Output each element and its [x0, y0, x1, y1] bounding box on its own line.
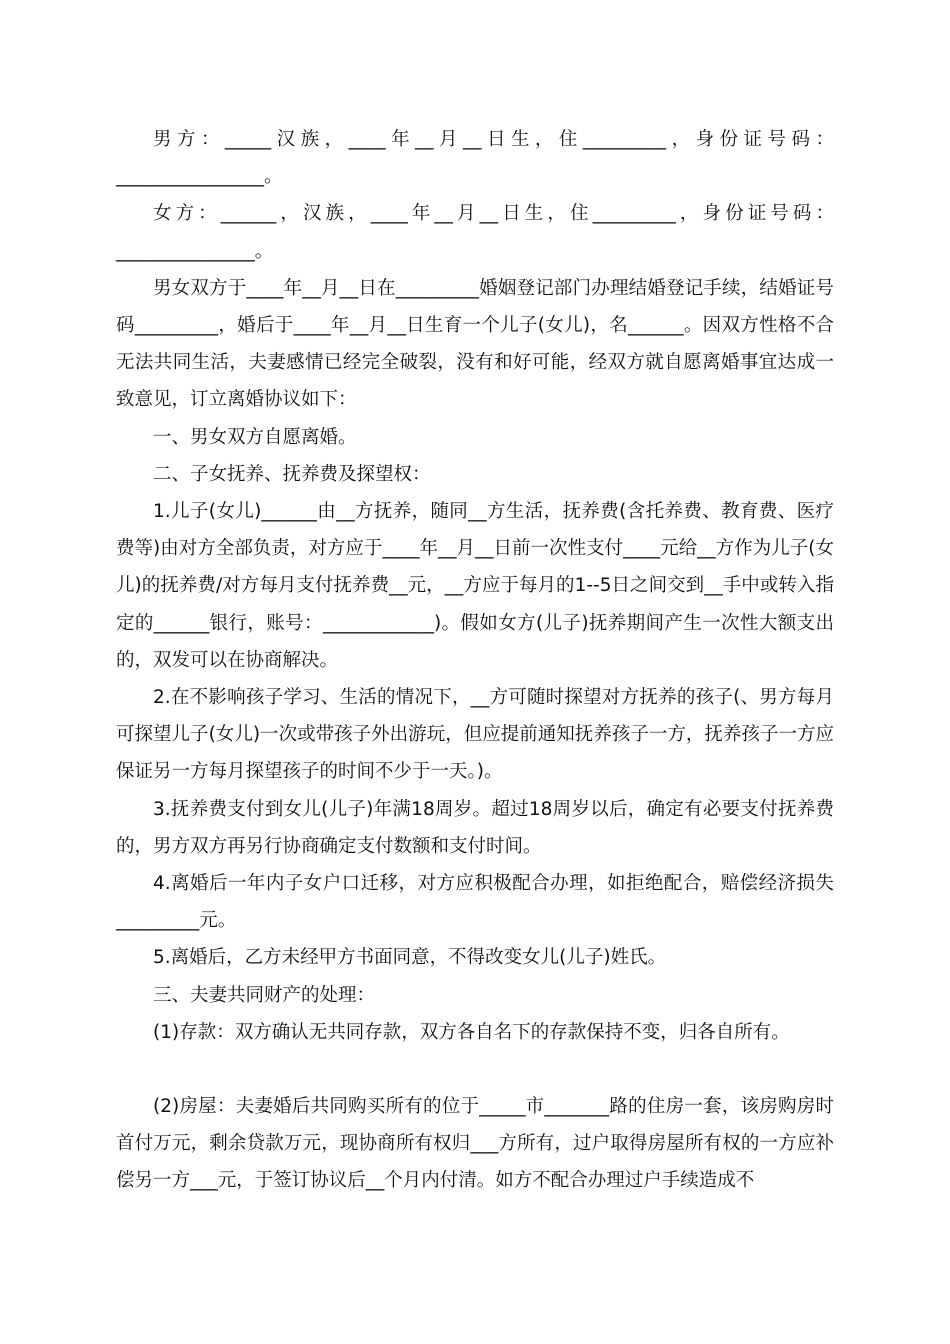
section-child-custody-heading: 二、子女抚养、抚养费及探望权：: [153, 463, 431, 485]
female-party-info: 女方：______，汉族，____年__月__日生，住_________，身份证号码：_______________。: [116, 203, 834, 262]
clause-household-registration: 4.离婚后一年内子女户口迁移，对方应积极配合办理，如拒绝配合，赔偿经济损失_________元。: [116, 873, 834, 932]
clause-surname: 5.离婚后，乙方未经甲方书面同意，不得改变女儿(儿子)姓氏。: [153, 947, 667, 969]
clause-house: (2)房屋：夫妻婚后共同购买所有的位于_____市_______路的住房一套，该房购房时首付万元，剩余贷款万元，现协商所有权归___方所有，过户取得房屋所有权的一方应补偿另一方___元，于签订协议后__个月内付清。如方不配合办理过户手续造成不: [116, 1096, 834, 1192]
clause-deposits: (1)存款：双方确认无共同存款，双方各自名下的存款保持不变，归各自所有。: [153, 1021, 790, 1043]
section-property-heading: 三、夫妻共同财产的处理：: [153, 984, 376, 1006]
marriage-background: 男女双方于____年__月__日在_________婚姻登记部门办理结婚登记手续，结婚证号码_________，婚后于____年__月__日生育一个儿子(女儿)，名______。因双方性格不合无法共同生活，夫妻感情已经完全破裂，没有和好可能，经双方就自愿离婚事宜达成一致意见，订立离婚协议如下：: [116, 277, 834, 411]
clause-support-duration: 3.抚养费支付到女儿(儿子)年满18周岁。超过18周岁以后，确定有必要支付抚养费的，男方双方再另行协商确定支付数额和支付时间。: [116, 798, 834, 857]
clause-visitation: 2.在不影响孩子学习、生活的情况下，__方可随时探望对方抚养的孩子(、男方每月可探望儿子(女儿)一次或带孩子外出游玩，但应提前通知抚养孩子一方，抚养孩子一方应保证另一方每月探望孩子的时间不少于一天。)。: [116, 687, 834, 783]
clause-voluntary-divorce: 一、男女双方自愿离婚。: [153, 426, 357, 448]
male-party-info: 男方：_____汉族，____年__月__日生，住_________，身份证号码：________________。: [116, 129, 834, 188]
clause-child-support: 1.儿子(女儿)______由__方抚养，随同__方生活，抚养费(含托养费、教育费、医疗费等)由对方全部负责，对方应于____年__月__日前一次性支付____元给__方作为儿子(女儿)的抚养费/对方每月支付抚养费__元，__方应于每月的1--5日之间交到__手中或转入指定的______银行，账号：____________)。假如女方(儿子)抚养期间产生一次性大额支出的，双发可以在协商解决。: [116, 501, 834, 671]
agreement-body: [116, 121, 834, 1200]
